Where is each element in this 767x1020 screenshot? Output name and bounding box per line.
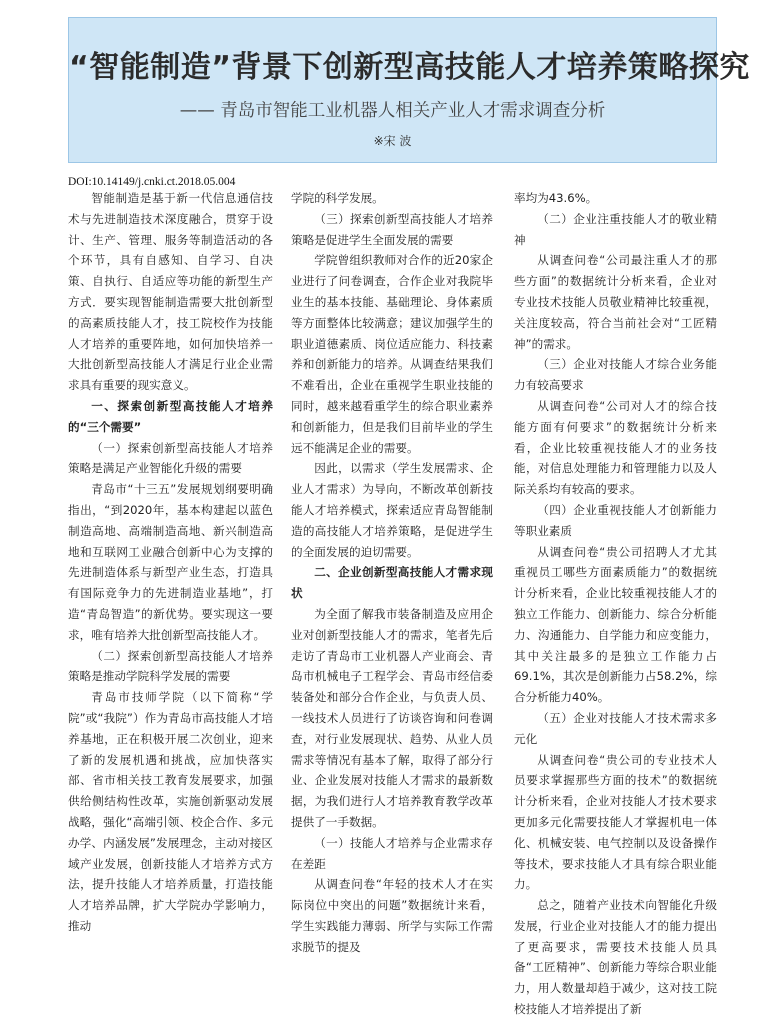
section-heading: 一、探索创新型高技能人才培养的“三个需要” bbox=[68, 398, 273, 434]
body-paragraph: 因此，以需求（学生发展需求、企业人才需求）为导向，不断改革创新技能人才培养模式，探索适应青岛智能制造的高技能人才培养策略，是促进学生的全面发展的迫切需要。 bbox=[291, 461, 493, 559]
text-column-2 bbox=[291, 188, 493, 957]
body-paragraph: （一）技能人才培养与企业需求存在差距 bbox=[291, 835, 493, 871]
body-paragraph: 青岛市“十三五”发展规划纲要明确指出，“到2020年，基本构建起以蓝色制造高地、高端制造高地、新兴制造高地和互联网工业融合创新中心为支撑的先进制造体系与新型产业生态，打造具有国际竞争力的先进制造业基地”，打造“青岛智造”的新优势。要实现这一要求，唯有培养大批创新型高技能人才。 bbox=[68, 482, 273, 642]
body-paragraph: 总之，随着产业技术向智能化升级发展，行业企业对技能人才的能力提出了更高要求，需要技术技能人员具备“工匠精神”、创新能力等综合职业能力，用人数量却趋于减少，这对技工院校技能人才培养提出了新 bbox=[514, 898, 717, 1017]
body-paragraph: 从调查问卷“贵公司的专业技术人员要求掌握那些方面的技术”的数据统计分析来看，企业对技能人才技术要求更加多元化需要技能人才掌握机电一体化、机械安装、电气控制以及设备操作等技术，要求技能人才具有综合职业能力。 bbox=[514, 752, 717, 892]
article-author: ※宋 波 bbox=[373, 134, 412, 148]
body-paragraph: （二）企业注重技能人才的敬业精神 bbox=[514, 211, 717, 247]
body-paragraph: 从调查问卷“公司对人才的综合技能方面有何要求”的数据统计分析来看，企业比较重视技能人才的业务技能，对信息处理能力和管理能力以及人际关系均有较高的要求。 bbox=[514, 398, 717, 497]
body-paragraph: 为全面了解我市装备制造及应用企业对创新型技能人才的需求，笔者先后走访了青岛市工业机器人产业商会、青岛市机械电子工程学会、青岛市经信委装备处和部分合作企业，与负责人员、一线技术人员进行了访谈咨询和问卷调查，对行业发展现状、趋势、从业人员需求等情况有基本了解，取得了部分行业、企业发展对技能人才需求的最新数据，为我们进行人才培养教育教学改革提供了一手数据。 bbox=[291, 606, 493, 829]
body-paragraph: 率均为43.6%。 bbox=[514, 191, 598, 205]
body-paragraph: 学院曾组织教师对合作的近20家企业进行了问卷调查，合作企业对我院毕业生的基本技能、基础理论、身体素质等方面整体比较满意；建议加强学生的职业道德素质、岗位适应能力、科技素养和创新能力的培养。从调查结果我们不难看出，企业在重视学生职业技能的同时，越来越看重学生的综合职业素养和创新能力，但是我们目前毕业的学生远不能满足企业的需要。 bbox=[291, 253, 493, 455]
article-header bbox=[68, 17, 750, 163]
body-paragraph: （一）探索创新型高技能人才培养策略是满足产业智能化升级的需要 bbox=[68, 440, 273, 476]
section-heading: 二、企业创新型高技能人才需求现状 bbox=[291, 565, 493, 601]
body-paragraph: 从调查问卷“年轻的技术人才在实际岗位中突出的问题”数据统计来看，学生实践能力薄弱、所学与实际工作需求脱节的提及 bbox=[291, 877, 493, 954]
doi-line: DOI:10.14149/j.cnki.ct.2018.05.004 bbox=[68, 176, 236, 188]
article-subtitle: —— 青岛市智能工业机器人相关产业人才需求调查分析 bbox=[179, 101, 606, 121]
body-paragraph: （四）企业重视技能人才创新能力等职业素质 bbox=[514, 502, 717, 538]
body-paragraph: （五）企业对技能人才技术需求多元化 bbox=[514, 710, 717, 746]
body-paragraph: （三）企业对技能人才综合业务能力有较高要求 bbox=[514, 357, 717, 393]
article-title: “智能制造”背景下创新型高技能人才培养策略探究 bbox=[69, 50, 750, 85]
body-paragraph: 从调查问卷“贵公司招聘人才尤其重视员工哪些方面素质能力”的数据统计分析来看，企业比较重视技能人才的独立工作能力、创新能力、综合分析能力、沟通能力、自学能力和应变能力，其中关注最多的是独立工作能力占69.1%，其次是创新能力占58.2%，综合分析能力40%。 bbox=[514, 544, 717, 705]
body-paragraph: 智能制造是基于新一代信息通信技术与先进制造技术深度融合，贯穿于设计、生产、管理、服务等制造活动的各个环节，具有自感知、自学习、自决策、自执行、自适应等功能的新型生产方式．要实现智能制造需要大批创新型的高素质技能人才，技工院校作为技能人才培养的重要阵地，如何加快培养一大批创新型高技能人才满足行业企业需求具有重要的现实意义。 bbox=[68, 191, 273, 393]
body-paragraph: （二）探索创新型高技能人才培养策略是推动学院科学发展的需要 bbox=[68, 648, 273, 684]
body-paragraph: （三）探索创新型高技能人才培养策略是促进学生全面发展的需要 bbox=[291, 211, 493, 247]
body-paragraph: 学院的科学发展。 bbox=[291, 191, 384, 205]
body-paragraph: 青岛市技师学院（以下简称“学院”或“我院”）作为青岛市高技能人才培养基地，正在积极开展二次创业，迎来了新的发展机遇和挑战，应加快落实部、省市相关技工教育发展要求，加强供给侧结构性改革，实施创新驱动发展战略，强化“高端引领、校企合作、多元办学、内涵发展”发展理念，主动对接区域产业发展，创新技能人才培养方式方法，提升技能人才培养质量，打造技能人才培养品牌，扩大学院办学影响力，推动 bbox=[68, 690, 273, 933]
body-paragraph: 从调查问卷“公司最注重人才的那些方面”的数据统计分析来看，企业对专业技术技能人员敬业精神比较重视，关注度较高，符合当前社会对“工匠精神”的需求。 bbox=[514, 253, 717, 351]
text-column-1 bbox=[68, 188, 273, 937]
text-column-3 bbox=[514, 188, 717, 1020]
